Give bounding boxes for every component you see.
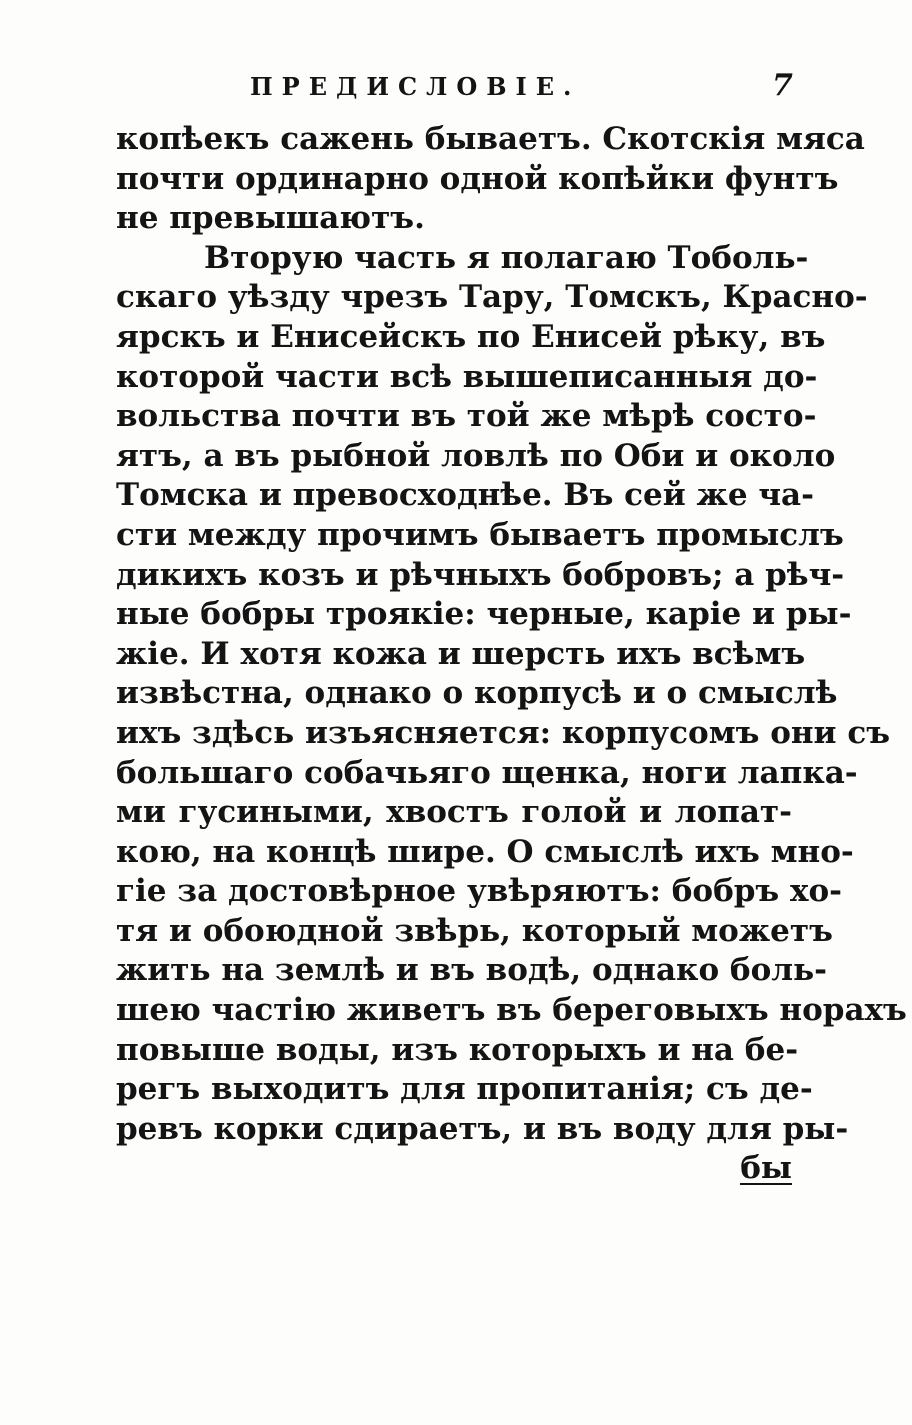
text-line: почти ординарно одной копѣйки фунтъ [116,160,839,197]
text-line: тя и обоюдной звѣрь, который можетъ [116,912,833,949]
text-line: вольства почти въ той же мѣрѣ состо- [116,398,817,435]
text-line: ихъ здѣсь изъясняется: корпусомъ они съ [116,714,891,751]
text-line: кою, на концѣ шире. О смыслѣ ихъ мно- [116,833,854,870]
text-line: гіе за достовѣрное увѣряютъ: бобръ хо- [116,873,843,910]
text-line: шею частію живетъ въ береговыхъ норахъ [116,992,907,1029]
body-text [116,120,907,1189]
catchword-row [116,1149,792,1189]
text-line: регъ выходитъ для пропитанія; съ де- [116,1071,813,1108]
text-line: скаго уѣзду чрезъ Тару, Томскъ, Красно- [116,279,868,316]
text-line: ми гусиными, хвостъ голой и лопат- [116,794,792,831]
text-line: ные бобры троякіе: черные, каріе и ры- [116,596,852,633]
text-line: ярскъ и Енисейскъ по Енисей рѣку, въ [116,318,826,355]
text-line: повыше воды, изъ которыхъ и на бе- [116,1031,799,1068]
text-line: жіе. И хотя кожа и шерсть ихъ всѣмъ [116,635,806,672]
text-line: дикихъ козъ и рѣчныхъ бобровъ; а рѣч- [116,556,845,593]
page-number: 7 [772,68,793,103]
text-line: сти между прочимъ бываетъ промыслъ [116,516,844,553]
text-line: Томска и превосходнѣе. Въ сей же ча- [116,477,815,514]
text-line: которой части всѣ вышеписанныя до- [116,358,818,395]
text-line: копѣекъ сажень бываетъ. Скотскія мяса [116,121,865,157]
running-head [0,60,912,103]
text-line: извѣстна, однако о корпусѣ и о смыслѣ [116,675,838,712]
text-line: не превышаютъ. [116,200,425,237]
text-line: Вторую часть я полагаю Тоболь- [204,239,809,276]
text-line: жить на землѣ и въ водѣ, однако боль- [116,952,828,989]
text-line: ревъ корки сдираетъ, и въ воду для ры- [116,1110,849,1147]
text-line: большаго собачьяго щенка, ноги лапка- [116,754,858,791]
catchword: бы [740,1150,792,1187]
text-line: ятъ, а въ рыбной ловлѣ по Оби и около [116,437,836,474]
running-title: ПРЕДИСЛОВІЕ. [250,72,581,101]
